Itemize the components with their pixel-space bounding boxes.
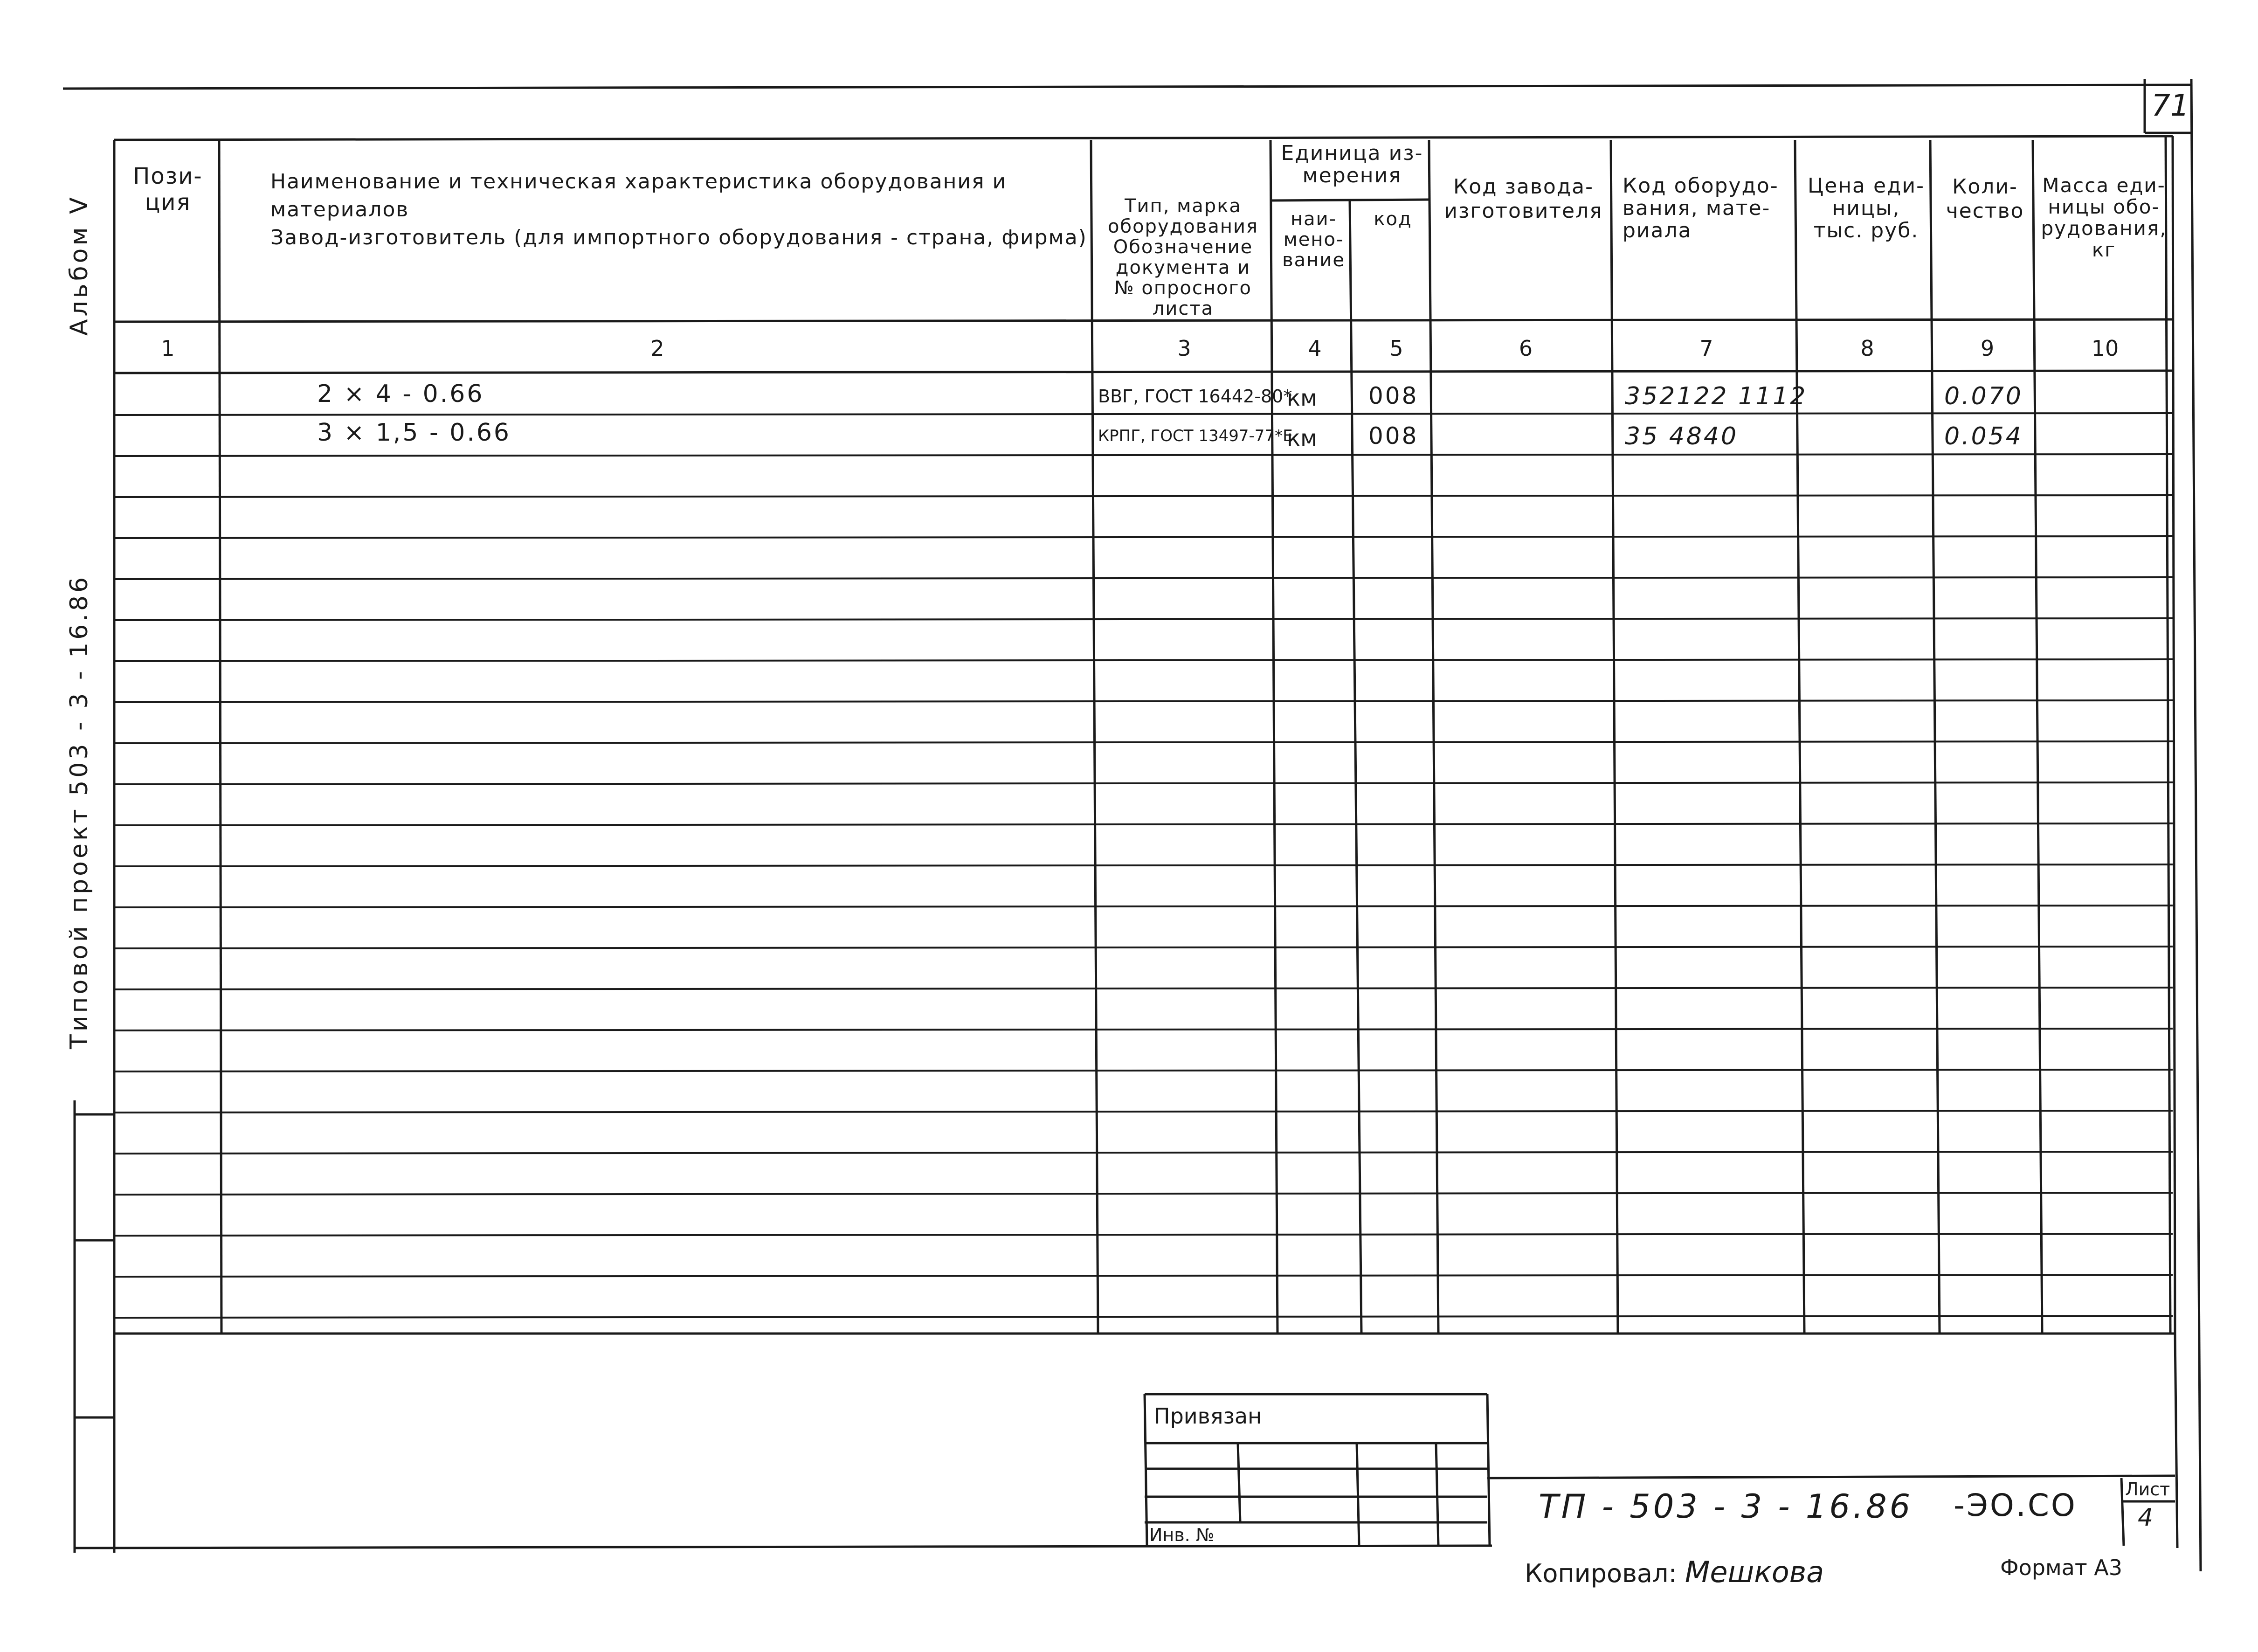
- col-num-7: 7: [1699, 336, 1713, 361]
- col-num-1: 1: [161, 336, 175, 361]
- header-unit-group: Единица из- мерения: [1281, 141, 1423, 187]
- row2-type: КРПГ, ГОСТ 13497-77*Е: [1098, 427, 1293, 445]
- header-unit-price: Цена еди- ницы, тыс. руб.: [1808, 174, 1925, 242]
- header-position: Пози- ция: [133, 163, 203, 215]
- album-label: Альбом V: [65, 194, 93, 336]
- copied-prefix: Копировал:: [1525, 1559, 1685, 1588]
- row1-unit: км: [1287, 385, 1318, 411]
- top-sheet-number: 71: [2151, 89, 2189, 123]
- header-equipment-code: Код оборудо- вания, мате- риала: [1623, 174, 1779, 242]
- inv-label: Инв. №: [1149, 1525, 1215, 1545]
- project-label: Типовой проект 503 - 3 - 16.86: [65, 574, 93, 1049]
- header-unit-code: код: [1374, 208, 1412, 230]
- row2-qty: 0.054: [1944, 422, 2023, 450]
- col-num-3: 3: [1177, 336, 1191, 361]
- col-num-10: 10: [2091, 336, 2119, 361]
- header-plant-code: Код завода- изготовителя: [1444, 175, 1603, 223]
- row1-qty: 0.070: [1944, 382, 2023, 410]
- row2-unit: км: [1287, 425, 1318, 451]
- row2-code: 35 4840: [1625, 422, 1739, 450]
- copied-signature: Мешкова: [1685, 1555, 1824, 1589]
- col-num-2: 2: [650, 336, 664, 361]
- header-quantity: Коли- чество: [1946, 175, 2024, 223]
- header-type: Тип, марка оборудования Обозначение документа и № опросного листа: [1107, 195, 1259, 319]
- header-unit-name: наи- мено- вание: [1282, 208, 1345, 271]
- copied-label: [1525, 1555, 1824, 1589]
- sheet-number: 4: [2138, 1504, 2154, 1532]
- col-num-5: 5: [1389, 336, 1403, 361]
- row2-unit-code: 008: [1368, 422, 1419, 449]
- col-num-4: 4: [1308, 336, 1322, 361]
- header-name: Наименование и техническая характеристика оборудования и материалов Завод-изготовитель (для импортного оборудования - страна, фирма): [270, 170, 1087, 249]
- col-num-8: 8: [1860, 336, 1874, 361]
- col-num-6: 6: [1519, 336, 1533, 361]
- format-label: Формат А3: [2000, 1555, 2122, 1580]
- row2-name: 3 × 1,5 - 0.66: [317, 419, 511, 447]
- row1-code: 352122 1112: [1625, 382, 1808, 410]
- doc-code: ТП - 503 - 3 - 16.86: [1539, 1487, 1913, 1526]
- row1-name: 2 × 4 - 0.66: [317, 380, 484, 408]
- row1-type: ВВГ, ГОСТ 16442-80*: [1098, 386, 1292, 407]
- doc-suffix: -ЭО.СО: [1954, 1487, 2077, 1523]
- sheet-label: Лист: [2125, 1479, 2170, 1500]
- header-mass: Масса еди- ницы обо- рудования, кг: [2041, 174, 2167, 261]
- bound-label: Привязан: [1154, 1403, 1262, 1429]
- col-num-9: 9: [1980, 336, 1995, 361]
- row1-unit-code: 008: [1368, 382, 1419, 409]
